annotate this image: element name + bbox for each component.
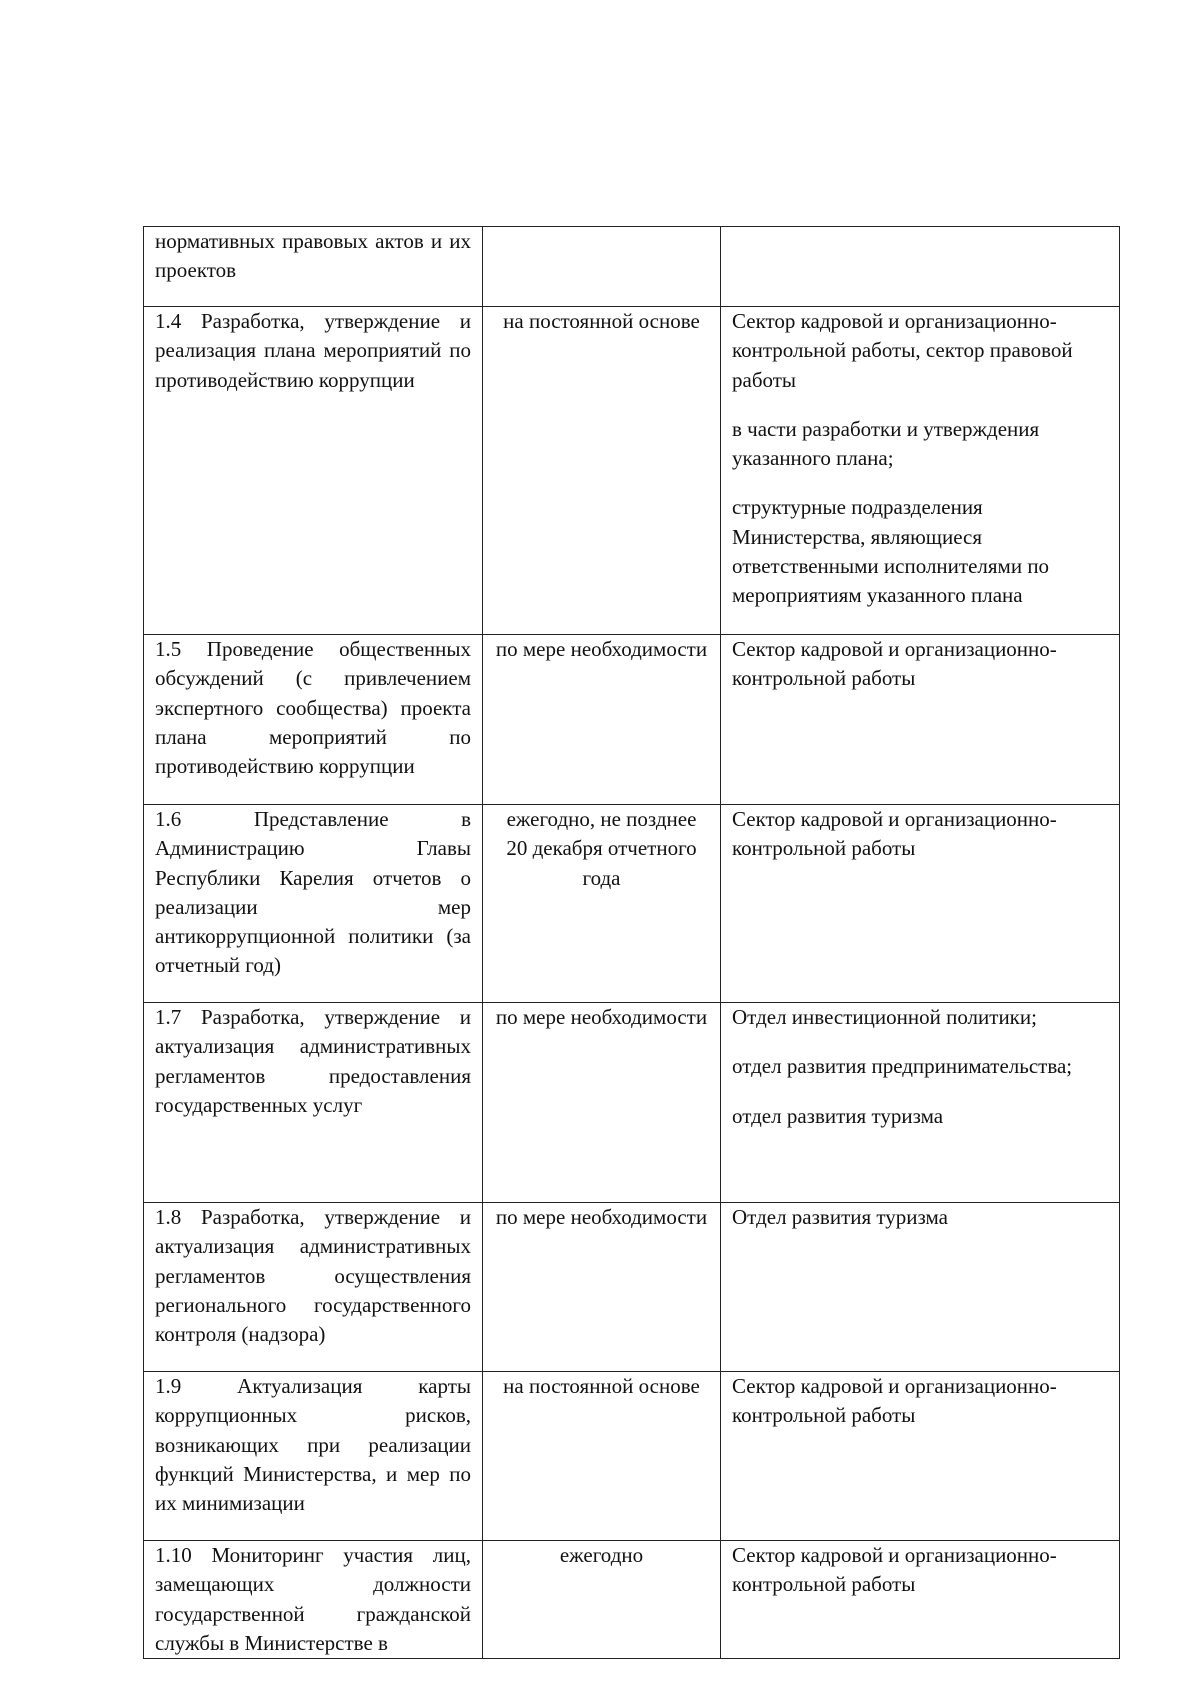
executor-cell <box>721 1203 1120 1372</box>
table-row <box>144 1003 1120 1203</box>
term-cell <box>483 227 721 307</box>
table-row <box>144 805 1120 1003</box>
executor-line: Отдел инвестиционной политики; <box>732 1005 1037 1029</box>
term-cell: ежегодно <box>483 1541 721 1659</box>
measure-cell: 1.10 Мониторинг участия лиц, замещающих должности государственной гражданской службы в Министерстве в <box>144 1541 483 1659</box>
executor-cell <box>721 1541 1120 1659</box>
executor-line: Сектор кадровой и организационно-контрольной работы, сектор правовой работы <box>732 309 1073 392</box>
executor-cell <box>721 635 1120 805</box>
table-row <box>144 307 1120 635</box>
term-cell: по мере необходимости <box>483 1003 721 1203</box>
executor-line: отдел развития предпринимательства; <box>732 1054 1073 1079</box>
executor-line: отдел развития туризма <box>732 1103 944 1128</box>
executor-line: Сектор кадровой и организационно-контрольной работы <box>732 637 1057 691</box>
table-row <box>144 1372 1120 1541</box>
measure-cell: нормативных правовых актов и их проектов <box>144 227 483 307</box>
executor-line: структурные подразделения Министерства, являющиеся ответственными исполнителями по мероприятиям указанного плана <box>732 495 1050 608</box>
executor-line: Отдел развития туризма <box>732 1205 948 1229</box>
executor-cell <box>721 1372 1120 1541</box>
executor-cell <box>721 1003 1120 1203</box>
measure-cell: 1.9 Актуализация карты коррупционных рисков, возникающих при реализации функций Министерства, и мер по их минимизации <box>144 1372 483 1541</box>
table-row <box>144 227 1120 307</box>
executor-line: Сектор кадровой и организационно-контрольной работы <box>732 1543 1057 1597</box>
term-cell: по мере необходимости <box>483 635 721 805</box>
table-row <box>144 635 1120 805</box>
term-cell: по мере необходимости <box>483 1203 721 1372</box>
measure-cell: 1.5 Проведение общественных обсуждений (с привлечением экспертного сообщества) проекта плана мероприятий по противодействию коррупции <box>144 635 483 805</box>
term-cell: на постоянной основе <box>483 1372 721 1541</box>
measure-cell: 1.4 Разработка, утверждение и реализация плана мероприятий по противодействию коррупции <box>144 307 483 635</box>
table-row <box>144 1541 1120 1659</box>
measure-cell: 1.8 Разработка, утверждение и актуализация административных регламентов осуществления регионального государственного контроля (надзора) <box>144 1203 483 1372</box>
executor-cell <box>721 805 1120 1003</box>
table-row <box>144 1203 1120 1372</box>
executor-cell <box>721 307 1120 635</box>
executor-line: Сектор кадровой и организационно-контрольной работы <box>732 1374 1057 1428</box>
term-cell: ежегодно, не позднее 20 декабря отчетного года <box>483 805 721 1003</box>
term-cell: на постоянной основе <box>483 307 721 635</box>
measure-cell: 1.6 Представление в Администрацию Главы Республики Карелия отчетов о реализации мер антикоррупционной политики (за отчетный год) <box>144 805 483 1003</box>
executor-cell <box>721 227 1120 307</box>
executor-line: Сектор кадровой и организационно-контрольной работы <box>732 807 1057 861</box>
executor-line: в части разработки и утверждения указанного плана; <box>732 416 1040 471</box>
measure-cell: 1.7 Разработка, утверждение и актуализация административных регламентов предоставления государственных услуг <box>144 1003 483 1203</box>
anticorruption-plan-table <box>143 226 1120 1659</box>
